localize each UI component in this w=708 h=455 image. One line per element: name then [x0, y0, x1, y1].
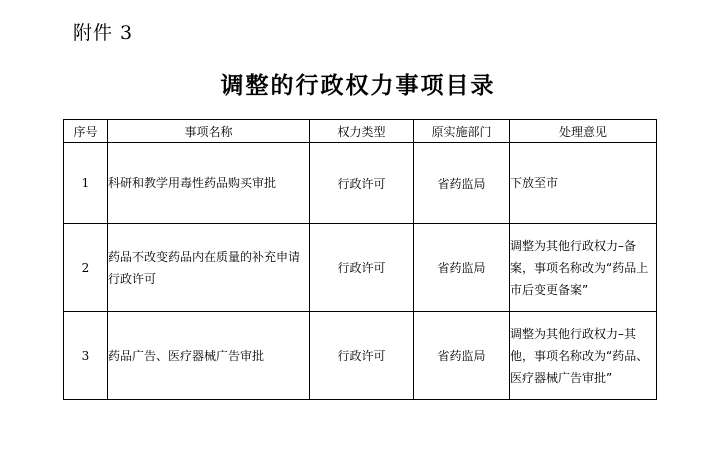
cell-opinion: 调整为其他行政权力–备案，事项名称改为“药品上市后变更备案” — [510, 224, 657, 312]
cell-power-type: 行政许可 — [310, 143, 414, 224]
cell-item-name: 药品广告、医疗器械广告审批 — [108, 312, 310, 400]
cell-item-name: 科研和教学用毒性药品购买审批 — [108, 143, 310, 224]
header-power-type: 权力类型 — [310, 120, 414, 143]
cell-power-type: 行政许可 — [310, 312, 414, 400]
power-items-table — [63, 119, 657, 400]
cell-no: 1 — [64, 143, 108, 224]
cell-original-dept: 省药监局 — [414, 224, 510, 312]
cell-no: 3 — [64, 312, 108, 400]
table-row — [64, 224, 657, 312]
cell-original-dept: 省药监局 — [414, 312, 510, 400]
header-no: 序号 — [64, 120, 108, 143]
table-row — [64, 143, 657, 224]
cell-original-dept: 省药监局 — [414, 143, 510, 224]
cell-no: 2 — [64, 224, 108, 312]
cell-opinion: 调整为其他行政权力–其他，事项名称改为“药品、医疗器械广告审批” — [510, 312, 657, 400]
header-original-dept: 原实施部门 — [414, 120, 510, 143]
table-row — [64, 312, 657, 400]
header-item-name: 事项名称 — [108, 120, 310, 143]
document-title: 调整的行政权力事项目录 — [220, 73, 496, 99]
attachment-label: 附件 3 — [73, 22, 134, 44]
table-header-row — [64, 120, 657, 143]
header-opinion: 处理意见 — [510, 120, 657, 143]
cell-power-type: 行政许可 — [310, 224, 414, 312]
cell-item-name: 药品不改变药品内在质量的补充申请行政许可 — [108, 224, 310, 312]
cell-opinion: 下放至市 — [510, 143, 657, 224]
